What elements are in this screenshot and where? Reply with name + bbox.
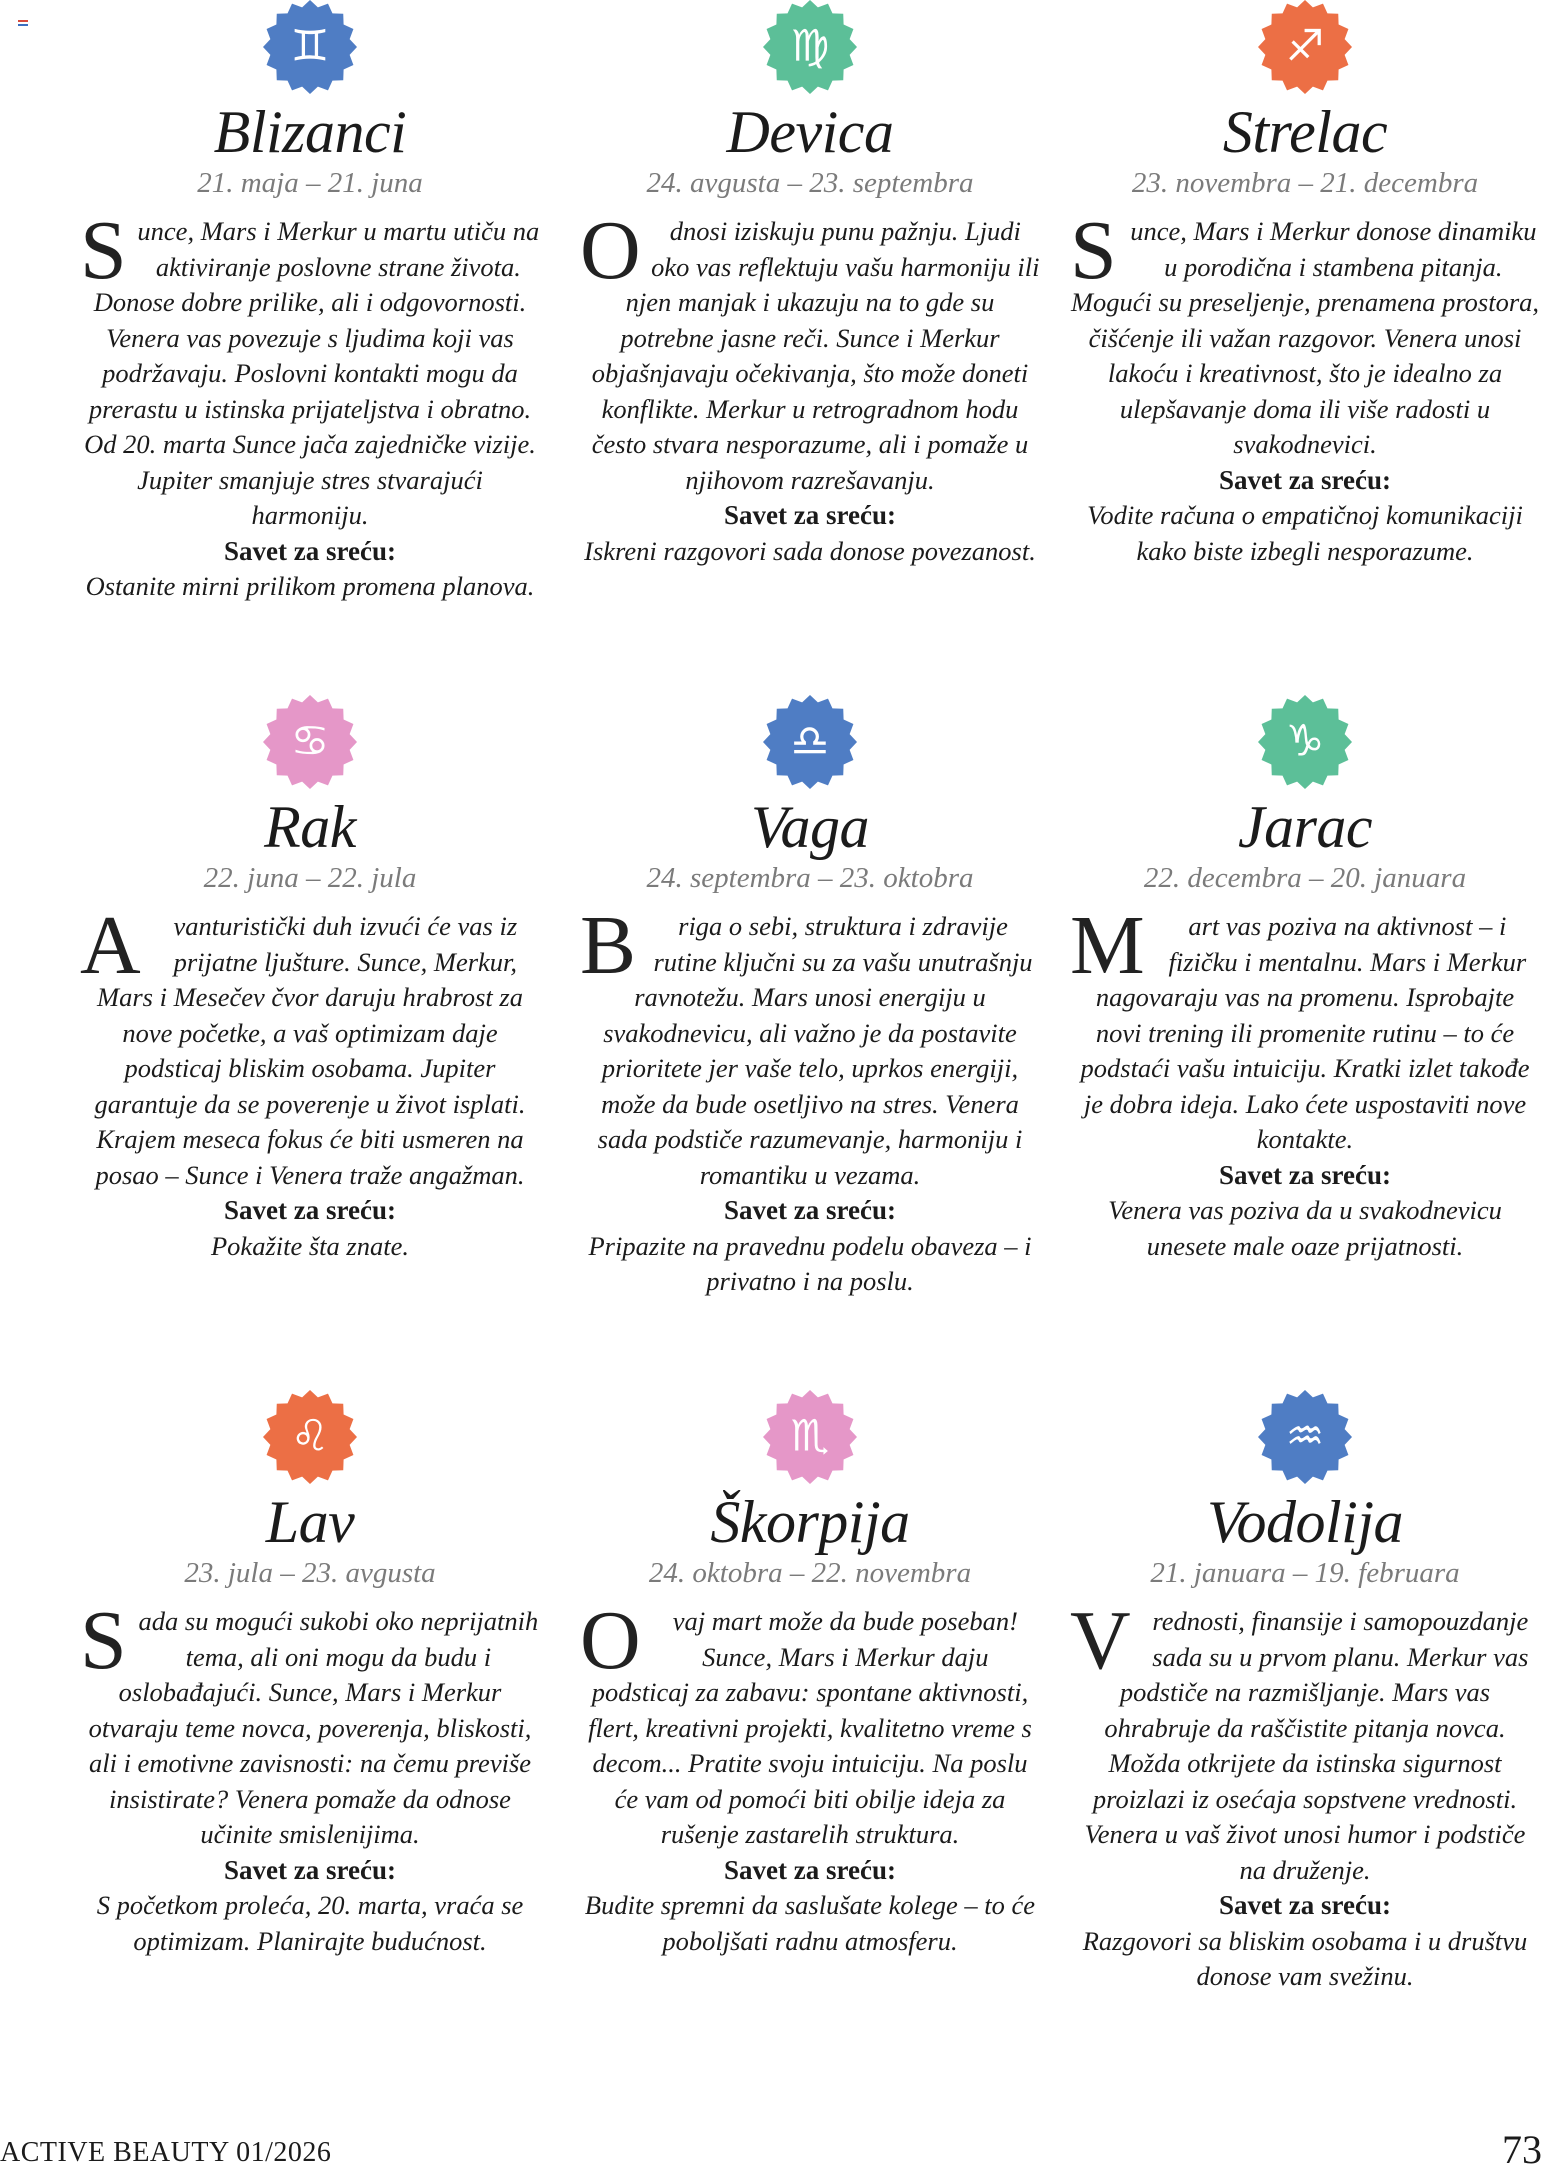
scorpio-icon: ♏: [790, 1411, 830, 1462]
forecast-text: ada su mogući sukobi oko neprijatnih tema, ali oni mogu da budu i oslobađajući. Sunce, Mars i Merkur otvaraju teme novca, poverenja, bliskosti, ali i emotivne zavisnosti: na čemu previše insistirate? Venera pomaže da odnose učinite smislenijima.: [88, 1606, 539, 1849]
sign-blizanci: [60, 0, 560, 695]
sign-vaga: [560, 695, 1060, 1390]
luck-tip-text: Budite spremni da saslušate kolege – to će poboljšati radnu atmosferu.: [584, 1890, 1036, 1956]
forecast-paragraph: [80, 899, 540, 1193]
sign-forecast: [1070, 899, 1540, 1264]
sign-forecast: [80, 899, 540, 1264]
drop-cap: A: [80, 899, 141, 992]
sign-rak: [60, 695, 560, 1390]
drop-cap: O: [580, 1594, 641, 1687]
forecast-paragraph: [1070, 1594, 1540, 1888]
publication-label: ACTIVE BEAUTY 01/2026: [0, 2137, 332, 2168]
sign-vodolija: [1060, 1390, 1550, 2060]
drop-cap: S: [80, 204, 127, 297]
sign-badge: [763, 1390, 857, 1484]
forecast-text: vanturistički duh izvući će vas iz prijatne ljušture. Sunce, Merkur, Mars i Mesečev čvor daruju hrabrost za nove početke, a vaš optimizam daje podsticaj bliskim osobama. Jupiter garantuje da se poverenje u život isplati. Krajem meseca fokus će biti usmeren na posao – Sunce i Venera traže angažman.: [94, 911, 526, 1190]
sign-dates: 21. januara – 19. februara: [1150, 1557, 1460, 1589]
drop-cap: V: [1070, 1594, 1131, 1687]
luck-tip-text: Vodite računa o empatičnoj komunikaciji kako biste izbegli nesporazume.: [1087, 500, 1523, 566]
sign-badge: [1258, 1390, 1352, 1484]
sign-dates: 22. juna – 22. jula: [203, 862, 417, 894]
forecast-paragraph: [580, 204, 1040, 498]
sign-devica: [560, 0, 1060, 695]
luck-tip-label: Savet za sreću:: [1219, 1159, 1391, 1190]
luck-tip-text: S početkom proleća, 20. marta, vraća se optimizam. Planirajte budućnost.: [96, 1890, 524, 1956]
sign-title: Devica: [726, 99, 894, 165]
horoscope-grid: [60, 0, 1550, 2060]
sign-strelac: [1060, 0, 1550, 695]
sign-forecast: [80, 1594, 540, 1959]
libra-icon: ♎: [790, 716, 830, 767]
aquarius-icon: ♒: [1285, 1411, 1325, 1462]
sign-title: Strelac: [1222, 99, 1388, 165]
drop-cap: B: [580, 899, 637, 992]
leo-icon: ♌: [290, 1411, 330, 1462]
luck-tip-text: Venera vas poziva da u svakodnevicu unesete male oaze prijatnosti.: [1108, 1195, 1502, 1261]
forecast-paragraph: [1070, 899, 1540, 1158]
drop-cap: S: [1070, 204, 1117, 297]
forecast-text: riga o sebi, struktura i zdravije rutine ključni su za vašu unutrašnju ravnotežu. Mars unosi energiju u svakodnevicu, ali važno je da postavite prioritete jer vaše telo, uprkos energiji, može da bude osetljivo na stres. Venera sada podstiče razumevanje, harmoniju i romantiku u vezama.: [597, 911, 1033, 1190]
sign-forecast: [580, 899, 1040, 1300]
sign-lav: [60, 1390, 560, 2060]
corner-mark: [18, 20, 28, 26]
sign-badge: [1258, 695, 1352, 789]
sign-title: Lav: [265, 1489, 355, 1555]
page-number: 73: [1502, 2127, 1542, 2172]
forecast-text: unce, Mars i Merkur u martu utiču na aktiviranje poslovne strane života. Donose dobre prilike, ali i odgovornosti. Venera vas povezuje s ljudima koji vas podržavaju. Poslovni kontakti mogu da prerastu u istinska prijateljstva i obratno. Od 20. marta Sunce jača zajedničke vizije. Jupiter smanjuje stres stvarajući harmoniju.: [84, 216, 540, 530]
forecast-text: vaj mart može da bude poseban! Sunce, Mars i Merkur daju podsticaj za zabavu: spontane aktivnosti, flert, kreativni projekti, kvalitetno vreme s decom... Pratite svoju intuiciju. Na poslu će vam od pomoći biti obilje ideja za rušenje zastarelih struktura.: [588, 1606, 1032, 1849]
sign-title: Vaga: [751, 794, 869, 860]
forecast-text: unce, Mars i Merkur donose dinamiku u porodična i stambena pitanja. Mogući su preseljenje, prenamena prostora, čišćenje ili važan razgovor. Venera unosi lakoću i kreativnost, što je idealno za ulepšavanje doma ili više radosti u svakodnevici.: [1070, 216, 1540, 459]
luck-tip-label: Savet za sreću:: [724, 1854, 896, 1885]
capricorn-icon: ♑: [1285, 716, 1325, 767]
gemini-icon: ♊: [290, 21, 330, 72]
luck-tip-text: Pripazite na pravednu podelu obaveza – i privatno i na poslu.: [588, 1230, 1032, 1296]
sign-dates: 21. maja – 21. juna: [197, 167, 423, 199]
drop-cap: S: [80, 1594, 127, 1687]
sign-badge: [1258, 0, 1352, 94]
sign-badge: [763, 0, 857, 94]
cancer-icon: ♋: [290, 716, 330, 767]
sign-title: Blizanci: [213, 99, 407, 165]
luck-tip-text: Pokažite šta znate.: [211, 1230, 409, 1261]
sagittarius-icon: ♐: [1285, 21, 1325, 72]
sign-dates: 24. septembra – 23. oktobra: [646, 862, 974, 894]
sign-dates: 24. oktobra – 22. novembra: [648, 1557, 972, 1589]
sign-skorpija: [560, 1390, 1060, 2060]
forecast-text: rednosti, finansije i samopouzdanje sada su u prvom planu. Merkur vas podstiče na razmišljanje. Mars vas ohrabruje da raščistite pitanja novca. Možda otkrijete da istinska sigurnost proizlazi iz osećaja sopstvene vrednosti. Venera u vaš život unosi humor i podstiče na druženje.: [1084, 1606, 1529, 1885]
luck-tip-label: Savet za sreću:: [1219, 1890, 1391, 1920]
sign-dates: 24. avgusta – 23. septembra: [646, 167, 974, 199]
sign-title: Jarac: [1237, 794, 1373, 860]
sign-dates: 23. jula – 23. avgusta: [184, 1557, 436, 1589]
forecast-text: art vas poziva na aktivnost – i fizičku i mentalnu. Mars i Merkur nagovaraju vas na promenu. Isprobajte novi trening ili promenite rutinu – to će podstaći vašu intuiciju. Kratki izlet takođe je dobra ideja. Lako ćete uspostaviti nove kontakte.: [1080, 911, 1530, 1154]
luck-tip-text: Ostanite mirni prilikom promena planova.: [85, 571, 535, 601]
luck-tip-label: Savet za sreću:: [224, 535, 396, 566]
sign-title: Škorpija: [710, 1489, 910, 1555]
sign-badge: [763, 695, 857, 789]
sign-forecast: [580, 1594, 1040, 1959]
sign-title: Vodolija: [1206, 1489, 1403, 1555]
sign-dates: 23. novembra – 21. decembra: [1131, 167, 1479, 199]
forecast-paragraph: [580, 1594, 1040, 1853]
forecast-paragraph: [580, 899, 1040, 1193]
sign-title: Rak: [264, 794, 356, 860]
luck-tip-text: Razgovori sa bliskim osobama i u društvu donose vam svežinu.: [1082, 1925, 1528, 1991]
forecast-paragraph: [80, 204, 540, 534]
luck-tip-label: Savet za sreću:: [224, 1195, 396, 1225]
sign-badge: [263, 0, 357, 94]
forecast-paragraph: [1070, 204, 1540, 463]
sign-dates: 22. decembra – 20. januara: [1143, 862, 1467, 894]
forecast-paragraph: [80, 1594, 540, 1853]
sign-jarac: [1060, 695, 1550, 1390]
virgo-icon: ♍: [790, 21, 830, 72]
luck-tip-label: Savet za sreću:: [724, 1195, 896, 1225]
sign-badge: [263, 695, 357, 789]
sign-forecast: [580, 204, 1040, 569]
sign-forecast: [1070, 1594, 1540, 1995]
luck-tip-label: Savet za sreću:: [724, 500, 896, 530]
sign-badge: [263, 1390, 357, 1484]
drop-cap: M: [1070, 899, 1145, 992]
drop-cap: O: [580, 204, 641, 297]
luck-tip-label: Savet za sreću:: [224, 1854, 396, 1885]
luck-tip-label: Savet za sreću:: [1219, 464, 1391, 495]
sign-forecast: [1070, 204, 1540, 569]
forecast-text: dnosi iziskuju punu pažnju. Ljudi oko vas reflektuju vašu harmoniju ili njen manjak i ukazuju na to gde su potrebne jasne reči. Sunce i Merkur objašnjavaju očekivanja, što može doneti konflikte. Merkur u retrogradnom hodu često stvara nesporazume, ali i pomaže u njihovom razrešavanju.: [591, 216, 1040, 495]
luck-tip-text: Iskreni razgovori sada donose povezanost.: [584, 535, 1036, 566]
sign-forecast: [80, 204, 540, 605]
